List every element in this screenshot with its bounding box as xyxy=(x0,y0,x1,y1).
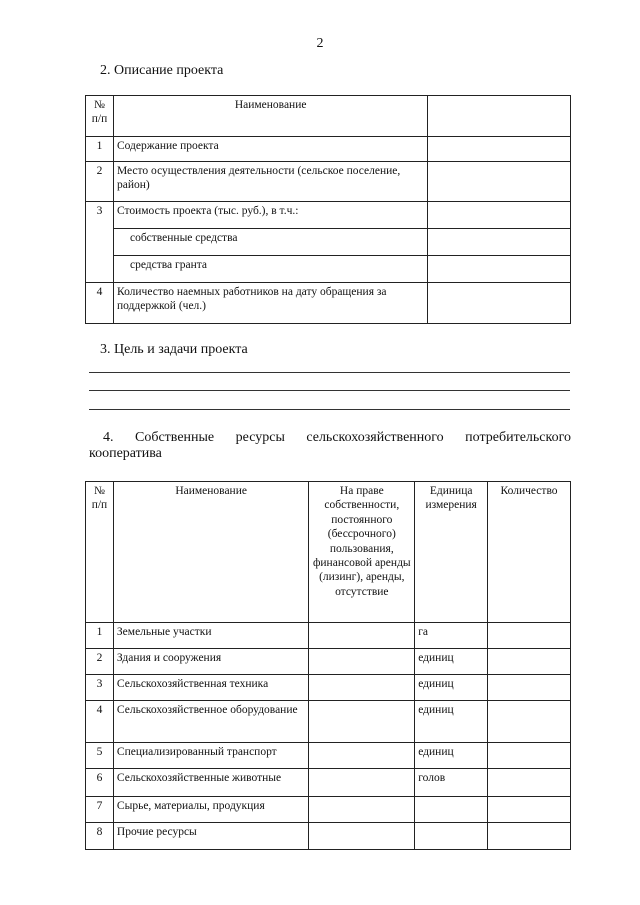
row-num: 4 xyxy=(86,283,114,324)
table-row xyxy=(86,797,571,823)
row-name: Прочие ресурсы xyxy=(113,823,308,850)
table-row xyxy=(86,701,571,743)
row-quantity[interactable] xyxy=(488,769,571,797)
row-unit: единиц xyxy=(415,649,488,675)
header-num: № п/п xyxy=(86,96,114,137)
section-3-title: 3. Цель и задачи проекта xyxy=(100,342,248,357)
row-unit: голов xyxy=(415,769,488,797)
row-ownership[interactable] xyxy=(309,823,415,850)
row-name: Сельскохозяйственные животные xyxy=(113,769,308,797)
row-ownership[interactable] xyxy=(309,797,415,823)
row-ownership[interactable] xyxy=(309,649,415,675)
table-header-row xyxy=(86,96,571,137)
section-2-title: 2. Описание проекта xyxy=(100,63,224,78)
row-ownership[interactable] xyxy=(309,675,415,701)
row-num: 3 xyxy=(86,675,114,701)
row-ownership[interactable] xyxy=(309,769,415,797)
row-quantity[interactable] xyxy=(488,675,571,701)
table-row xyxy=(86,823,571,850)
header-ownership: На праве собственности, постоянного (бессрочного) пользования, финансовой аренды (лизинг), аренды, отсутствие xyxy=(309,482,415,623)
resources-table xyxy=(85,481,571,850)
table-row xyxy=(86,256,571,283)
row-name: Место осуществления деятельности (сельское поселение, район) xyxy=(113,162,427,202)
row-value[interactable] xyxy=(428,229,571,256)
row-unit: единиц xyxy=(415,701,488,743)
table-row xyxy=(86,623,571,649)
row-value[interactable] xyxy=(428,283,571,324)
row-name: Сельскохозяйственная техника xyxy=(113,675,308,701)
table-row xyxy=(86,675,571,701)
row-name: Количество наемных работников на дату обращения за поддержкой (чел.) xyxy=(113,283,427,324)
table-row xyxy=(86,162,571,202)
row-num: 2 xyxy=(86,162,114,202)
row-name: Сельскохозяйственное оборудование xyxy=(113,701,308,743)
row-name: Содержание проекта xyxy=(113,137,427,162)
row-unit xyxy=(415,823,488,850)
row-name: Сырье, материалы, продукция xyxy=(113,797,308,823)
row-name: Стоимость проекта (тыс. руб.), в т.ч.: xyxy=(113,202,427,229)
fill-in-line[interactable] xyxy=(89,390,570,391)
row-unit: единиц xyxy=(415,743,488,769)
row-num: 2 xyxy=(86,649,114,675)
row-quantity[interactable] xyxy=(488,623,571,649)
row-name: собственные средства xyxy=(113,229,427,256)
row-name: Земельные участки xyxy=(113,623,308,649)
row-unit xyxy=(415,797,488,823)
row-quantity[interactable] xyxy=(488,649,571,675)
section-4-title: 4. Собственные ресурсы сельскохозяйственного потребительского xyxy=(103,430,571,445)
row-num: 5 xyxy=(86,743,114,769)
row-quantity[interactable] xyxy=(488,743,571,769)
page-number: 2 xyxy=(316,36,324,51)
project-description-table xyxy=(85,95,571,324)
table-row xyxy=(86,769,571,797)
table-row xyxy=(86,137,571,162)
table-row xyxy=(86,743,571,769)
row-num: 4 xyxy=(86,701,114,743)
row-unit: единиц xyxy=(415,675,488,701)
row-value[interactable] xyxy=(428,137,571,162)
row-quantity[interactable] xyxy=(488,701,571,743)
row-value[interactable] xyxy=(428,256,571,283)
header-num: № п/п xyxy=(86,482,114,623)
table-row xyxy=(86,229,571,256)
row-num: 8 xyxy=(86,823,114,850)
row-name: Здания и сооружения xyxy=(113,649,308,675)
row-ownership[interactable] xyxy=(309,701,415,743)
row-ownership[interactable] xyxy=(309,743,415,769)
header-name: Наименование xyxy=(113,96,427,137)
row-num: 1 xyxy=(86,623,114,649)
header-name: Наименование xyxy=(113,482,308,623)
header-quantity: Количество xyxy=(488,482,571,623)
row-num: 6 xyxy=(86,769,114,797)
header-unit: Единица измерения xyxy=(415,482,488,623)
header-value xyxy=(428,96,571,137)
row-ownership[interactable] xyxy=(309,623,415,649)
row-num: 7 xyxy=(86,797,114,823)
row-name: средства гранта xyxy=(113,256,427,283)
row-value[interactable] xyxy=(428,202,571,229)
row-quantity[interactable] xyxy=(488,797,571,823)
table-header-row xyxy=(86,482,571,623)
fill-in-line[interactable] xyxy=(89,372,570,373)
row-unit: га xyxy=(415,623,488,649)
row-name: Специализированный транспорт xyxy=(113,743,308,769)
row-num: 1 xyxy=(86,137,114,162)
table-row xyxy=(86,283,571,324)
fill-in-line[interactable] xyxy=(89,409,570,410)
table-row xyxy=(86,649,571,675)
table-row xyxy=(86,202,571,229)
row-value[interactable] xyxy=(428,162,571,202)
row-num: 3 xyxy=(86,202,114,283)
section-4-title-cont: кооператива xyxy=(89,446,162,461)
row-quantity[interactable] xyxy=(488,823,571,850)
